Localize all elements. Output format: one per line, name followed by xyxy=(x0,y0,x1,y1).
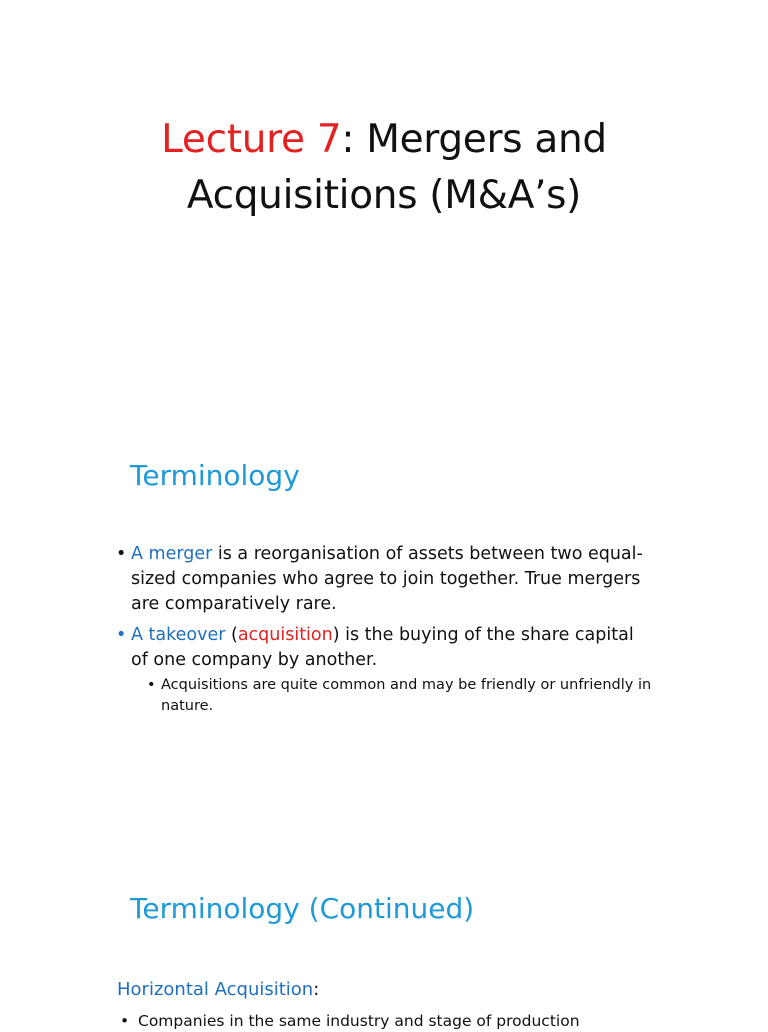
merger-term: A merger xyxy=(131,544,213,564)
takeover-bullet xyxy=(116,623,656,717)
bullet-dot-icon: • xyxy=(116,544,127,564)
takeover-term: A takeover xyxy=(131,625,226,645)
slide-title xyxy=(0,112,768,224)
title-topic: : Mergers and xyxy=(341,117,607,162)
horizontal-acquisition-bullet xyxy=(120,1010,580,1032)
bullet-dot-icon: • xyxy=(120,1012,130,1030)
horizontal-acquisition-heading xyxy=(117,977,319,1003)
title-lecture-number: Lecture 7 xyxy=(161,117,342,162)
horizontal-acquisition-term: Horizontal Acquisition xyxy=(117,979,314,1000)
bullet-dot-icon: • xyxy=(116,625,127,645)
merger-definition: is a reorganisation of assets between two equal-sized companies who agree to join together. True mergers are comparatively rare. xyxy=(131,544,643,614)
horizontal-acquisition-colon: : xyxy=(313,979,320,1000)
acquisition-term: acquisition xyxy=(237,625,333,645)
horizontal-acquisition-definition: Companies in the same industry and stage of production xyxy=(138,1012,580,1030)
terminology-bullet-list xyxy=(116,542,656,723)
title-topic-line2: Acquisitions (M&A’s) xyxy=(186,173,582,218)
terminology-heading: Terminology xyxy=(130,459,300,492)
takeover-paren-open: ( xyxy=(225,625,238,645)
sub-bullet-dot-icon: • xyxy=(147,677,156,693)
acquisition-note: Acquisitions are quite common and may be friendly or unfriendly in nature. xyxy=(161,677,652,714)
takeover-definition: ) is the buying of the share capital of one company by another. xyxy=(131,625,634,670)
merger-bullet xyxy=(116,542,656,617)
acquisition-sub-bullet xyxy=(131,675,656,717)
terminology-continued-heading: Terminology (Continued) xyxy=(130,892,475,925)
